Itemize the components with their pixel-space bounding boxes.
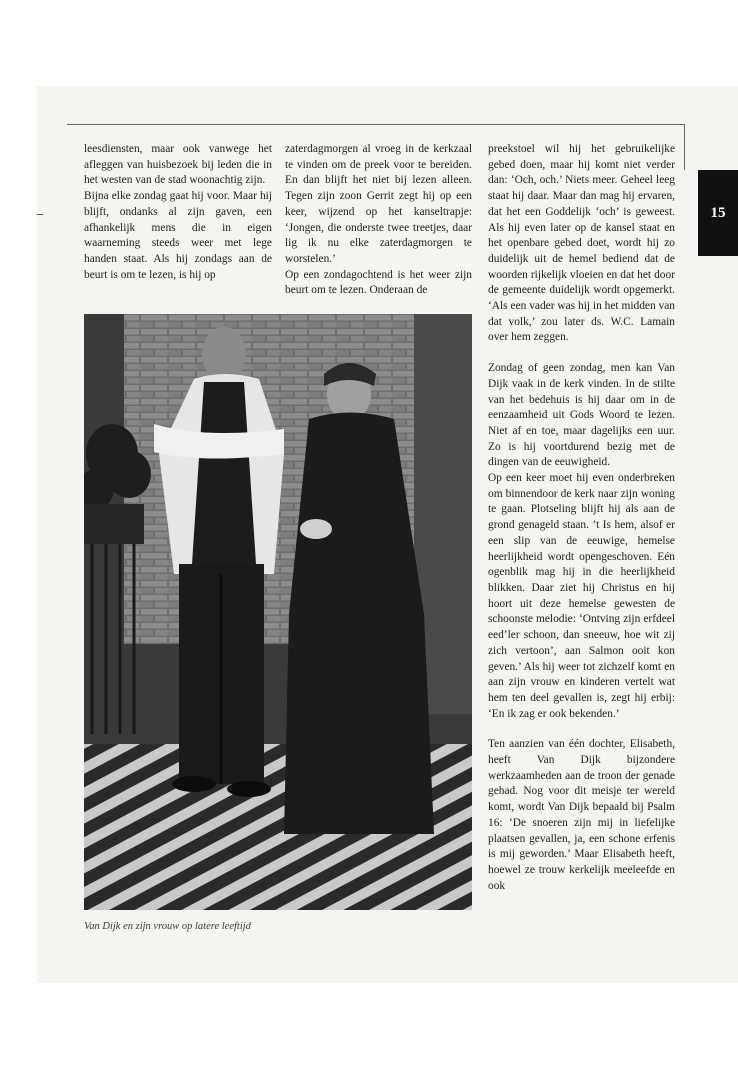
header-rule-corner xyxy=(684,124,685,170)
paragraph: leesdiensten, maar ook vanwege het afleggen van huisbezoek bij leden die in het westen van de stad woonachtig zijn. xyxy=(84,143,272,187)
paragraph: zaterdagmorgen al vroeg in de kerkzaal te vinden om de preek voor te bereiden. En dan blijft het niet bij lezen alleen. Tegen zijn zoon Gerrit zegt hij op een keer, wijzend op het kanseltrapje: ‘Jongen, die onderste twee treetjes, daar lig ik nu elke zaterdagmorgen te worstelen.’ xyxy=(285,143,472,265)
couple-portrait-photo xyxy=(84,314,472,910)
paragraph: preekstoel wil hij het gebruikelijke gebed doen, maar hij komt niet verder dan: ‘Och, och.’ Niets meer. Geheel leeg staat hij daar. Maar dan mag hij ervaren, dat het een Goddelijk ‘och’ is geweest. Als hij even later op de kansel staat en het openbare gebed doet, wordt hij zo duidelijk uit de hemel bediend dat de woorden rijkelijk vloeien en dat het door de gemeente duidelijk wordt opgemerkt. ‘Als een vader was hij in het midden van dat volk,’ zou later ds. W.C. Lamain over hem zeggen. xyxy=(488,143,675,344)
photo-illustration xyxy=(84,314,472,910)
page-number-tab xyxy=(698,170,738,256)
paragraph: Ten aanzien van één dochter, Elisabeth, heeft Van Dijk bijzondere werkzaamheden aan de troon der genade gehad. Nog voor dit meisje ter wereld komt, wordt Van Dijk bepaald bij Psalm 16: ‘De snoeren zijn mij in liefelijke plaatsen gevallen, ja, een schone erfenis is mij geworden.’ Maar Elisabeth heeft, hoewel ze trouw kerkelijk meeleefde en ook xyxy=(488,738,675,892)
header-rule xyxy=(67,124,684,125)
paragraph: Bijna elke zondag gaat hij voor. Maar hij blijft, ondanks al zijn gaven, een afhankelijk mens die in eigen waarneming steeds weer met lege handen staat. Als hij zondags aan de beurt is om te lezen, is hij op xyxy=(84,190,272,281)
text-column-3 xyxy=(488,142,675,894)
text-column-2 xyxy=(285,142,472,299)
paragraph: Op een zondagochtend is het weer zijn beurt om te lezen. Onderaan de xyxy=(285,268,472,297)
paragraph: Zondag of geen zondag, men kan Van Dijk vaak in de kerk vinden. In de stilte van het bedehuis is hij daar om in de eenzaamheid uit Gods Woord te lezen. Niet af en toe, maar dagelijks een uur. Zo is hij voortdurend bezig met de dingen van de eeuwigheid. xyxy=(488,362,675,469)
page-edge-mark xyxy=(37,214,43,215)
photo-caption: Van Dijk en zijn vrouw op latere leeftijd xyxy=(84,921,251,932)
text-column-1 xyxy=(84,142,272,283)
paragraph: Op een keer moet hij even onderbreken om binnendoor de kerk naar zijn woning te gaan. Plotseling blijft hij als aan de grond genageld staan. ’t Is hem, alsof er een slip van de eeuwige, hemelse heerlijkheid wordt opengeschoven. Eén ogenblik mag hij in die heerlijkheid blikken. Daar ziet hij Christus en hij hoort uit deze hemelse gewesten de schoonste melodie: ‘Ontving zijn erfdeel eed’ler schoon, dan sneeuw, hoe wit zij zich vertoon’, aan Salmon ooit kon geven.’ Als hij weer tot zichzelf komt en aan zijn vrouw en kinderen vertelt wat hem ten deel gevallen is, zegt hij erbij: ‘En ik zag er ook bekenden.’ xyxy=(488,472,675,720)
page-number: 15 xyxy=(710,204,726,221)
